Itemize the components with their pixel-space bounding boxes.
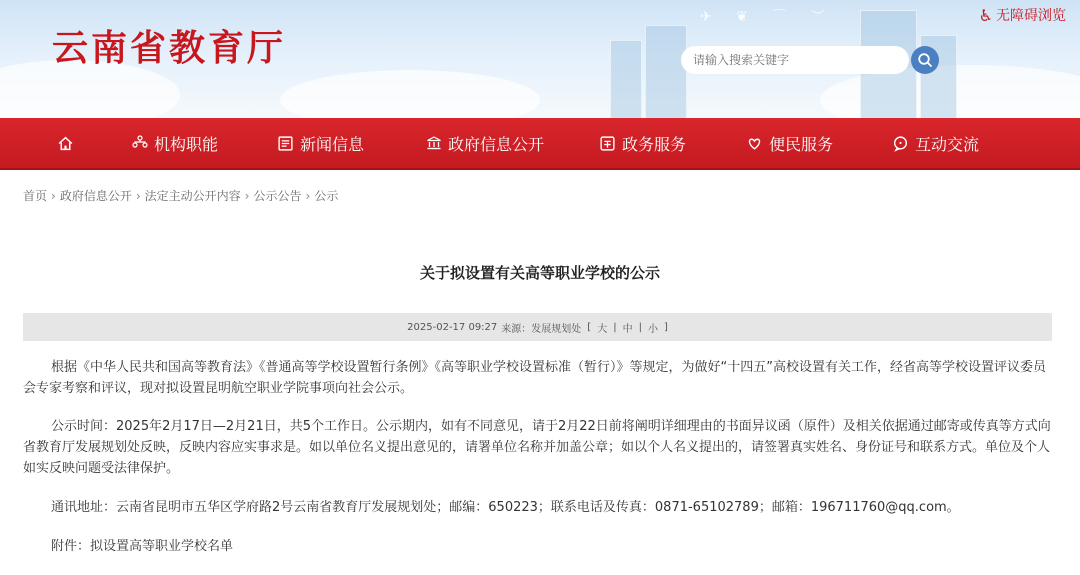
breadcrumb-notice[interactable]: 公示 bbox=[314, 189, 339, 203]
paragraph-period: 公示时间：2025年2月17日—2月21日，共5个工作日。公示期内，如有不同意见，请于2月22日前将阐明详细理由的书面异议函（原件）及相关依据通过邮寄或传真等方式向省教育厅发展规划处反映，反映内容应实事求是。如以单位名义提出意见的，请署单位名称并加盖公章；如以个人名义提出的，请签署真实姓名、身份证号和联系方式。单位及个人如实反映问题受法律保护。 bbox=[23, 419, 1051, 476]
breadcrumb-separator: › bbox=[135, 189, 141, 203]
cloud-decoration bbox=[280, 70, 540, 118]
breadcrumb-home[interactable]: 首页 bbox=[23, 189, 48, 203]
nav-item-convenience[interactable] bbox=[746, 118, 833, 168]
heart-hand-icon bbox=[746, 135, 763, 152]
breadcrumb-announcements[interactable]: 公示公告 bbox=[253, 189, 302, 203]
font-size-small[interactable]: 小 bbox=[647, 323, 658, 335]
home-icon bbox=[57, 135, 74, 152]
nav-label: 新闻信息 bbox=[300, 134, 365, 154]
breadcrumb-statutory[interactable]: 法定主动公开内容 bbox=[144, 189, 241, 203]
article-meta-bar bbox=[23, 313, 1052, 341]
org-icon bbox=[132, 135, 148, 151]
nav-label: 便民服务 bbox=[769, 134, 834, 154]
nav-label: 机构职能 bbox=[154, 134, 219, 154]
nav-item-org[interactable] bbox=[132, 118, 218, 168]
wheelchair-icon: ♿ bbox=[978, 5, 993, 25]
breadcrumb-separator: › bbox=[244, 189, 250, 203]
font-size-bracket: [ bbox=[587, 321, 592, 333]
search-icon bbox=[917, 52, 933, 68]
birds-decoration: ✈ ❦ ⌒ ︶ bbox=[700, 9, 835, 25]
paragraph-attachment[interactable]: 附件：拟设置高等职业学校名单 bbox=[51, 539, 234, 554]
service-icon bbox=[599, 135, 616, 152]
breadcrumb bbox=[23, 187, 338, 204]
site-header bbox=[0, 0, 1080, 118]
publish-date: 2025-02-17 09:27 bbox=[407, 321, 498, 333]
chat-icon bbox=[892, 135, 909, 152]
accessibility-link[interactable] bbox=[979, 5, 1066, 25]
font-size-bracket: ] bbox=[663, 321, 668, 333]
government-icon bbox=[426, 135, 442, 151]
breadcrumb-separator: › bbox=[305, 189, 311, 203]
nav-label: 政府信息公开 bbox=[448, 134, 545, 154]
building-decoration bbox=[610, 40, 642, 118]
breadcrumb-gov-info[interactable]: 政府信息公开 bbox=[59, 189, 132, 203]
accessibility-label: 无障碍浏览 bbox=[996, 8, 1066, 24]
font-size-medium[interactable]: 中 bbox=[622, 323, 633, 335]
building-decoration bbox=[645, 25, 687, 118]
breadcrumb-separator: › bbox=[51, 189, 56, 203]
article-source: 来源：发展规划处 bbox=[501, 323, 582, 335]
nav-item-home[interactable] bbox=[57, 118, 74, 168]
paragraph-intro: 根据《中华人民共和国高等教育法》《普通高等学校设置暂行条例》《高等职业学校设置标准（暂行）》等规定，为做好“十四五”高校设置有关工作，经省高等学校设置评议委员会专家考察和评议，现对拟设置昆明航空职业学院事项向社会公示。 bbox=[23, 360, 1046, 396]
font-size-divider: | bbox=[613, 321, 617, 333]
paragraph-contact: 通讯地址：云南省昆明市五华区学府路2号云南省教育厅发展规划处；邮编：650223；联系电话及传真：0871-65102789；邮箱：196711760@qq.com。 bbox=[51, 500, 960, 515]
article-paragraph bbox=[23, 416, 1052, 479]
nav-label: 政务服务 bbox=[622, 134, 687, 154]
search-input[interactable] bbox=[681, 46, 909, 74]
search-button[interactable] bbox=[911, 46, 939, 74]
nav-item-interaction[interactable] bbox=[892, 118, 979, 168]
main-nav bbox=[0, 118, 1080, 170]
font-size-large[interactable]: 大 bbox=[597, 323, 608, 335]
font-size-divider: | bbox=[638, 321, 642, 333]
article-paragraph bbox=[23, 357, 1052, 399]
article-paragraph bbox=[23, 497, 1052, 518]
article-title: 关于拟设置有关高等职业学校的公示 bbox=[419, 264, 660, 282]
nav-item-news[interactable] bbox=[277, 118, 364, 168]
article-paragraph bbox=[23, 536, 1052, 557]
nav-item-gov-info[interactable] bbox=[426, 118, 544, 168]
nav-item-gov-service[interactable] bbox=[599, 118, 686, 168]
nav-label: 互动交流 bbox=[915, 134, 980, 154]
news-icon bbox=[277, 135, 294, 152]
site-title: 云南省教育厅 bbox=[52, 28, 287, 69]
